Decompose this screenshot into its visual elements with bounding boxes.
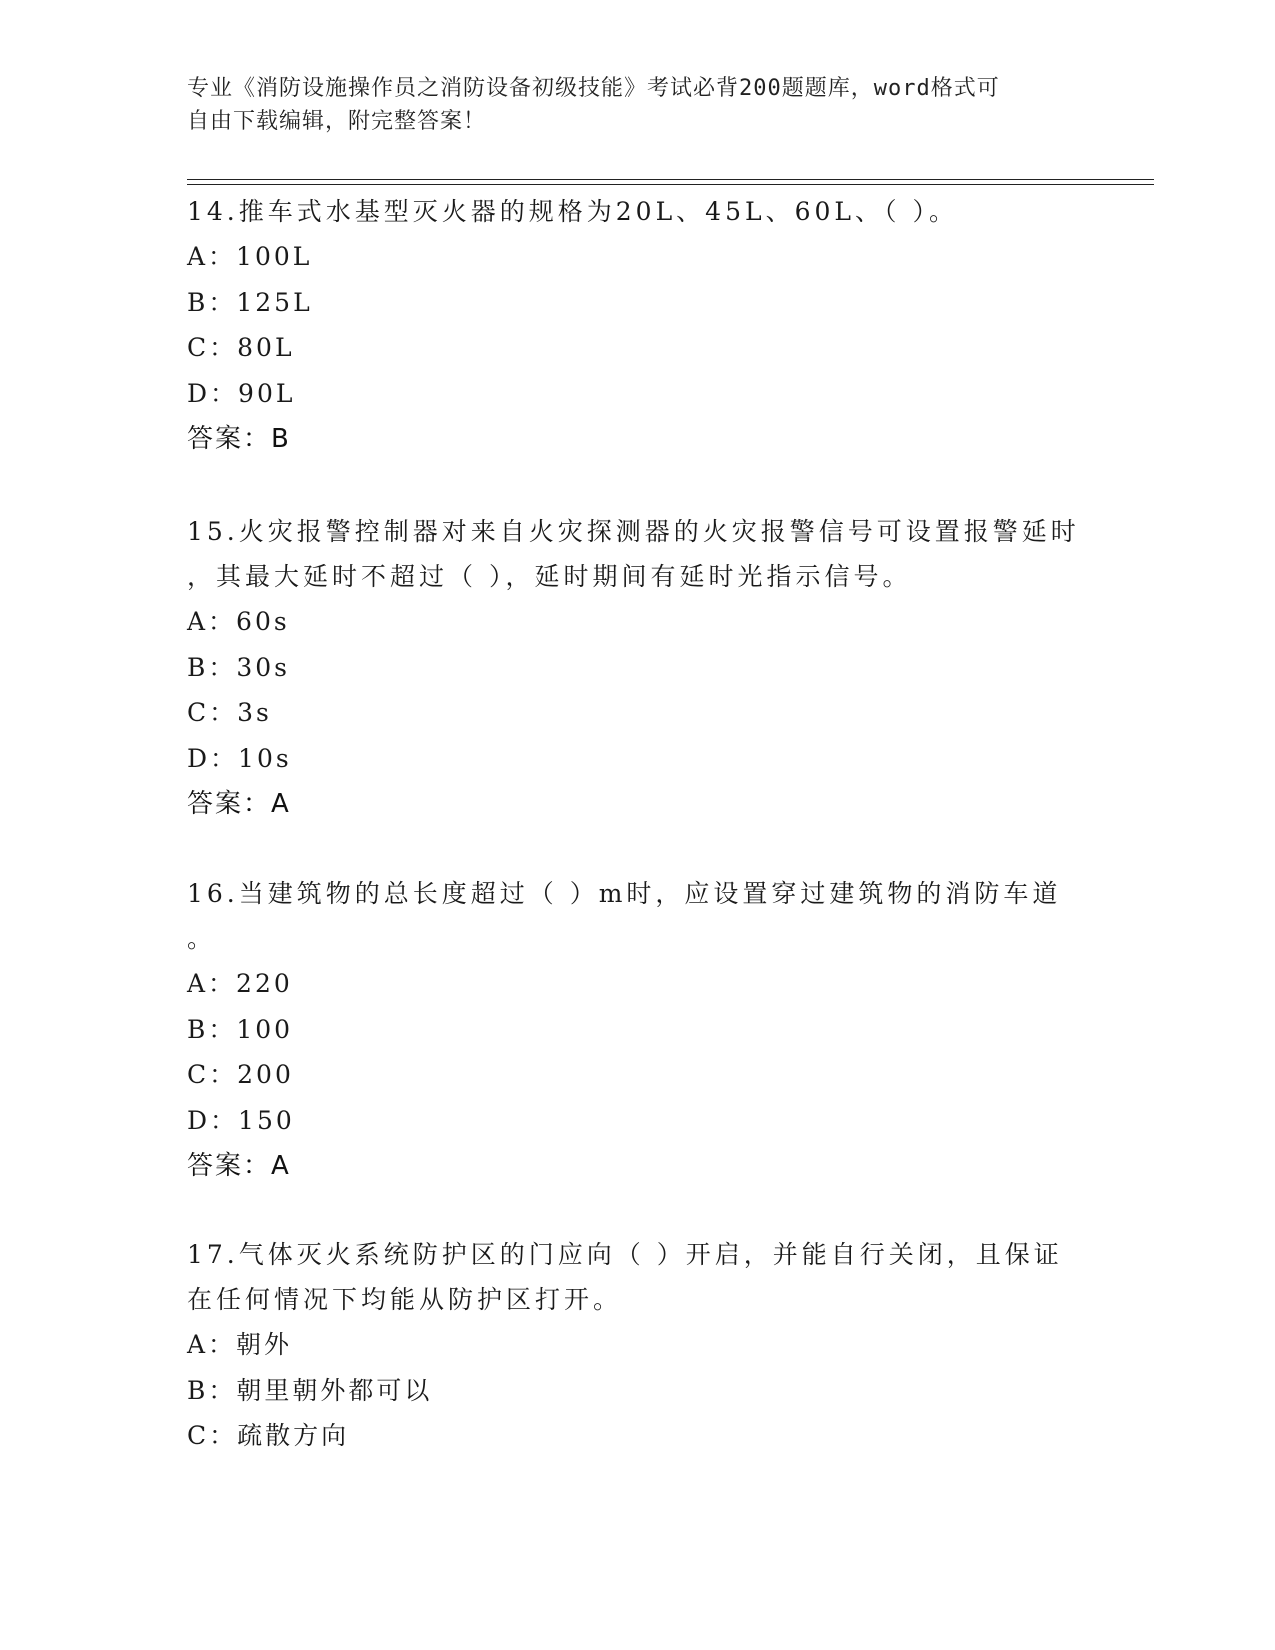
option-c: C：200	[187, 1060, 294, 1089]
question-17	[187, 1232, 1087, 1459]
option-a: A：朝外	[187, 1330, 293, 1359]
answer-label: 答案：A	[187, 789, 291, 819]
option-a: A：220	[187, 969, 293, 998]
header-line-2: 自由下载编辑，附完整答案！	[187, 109, 487, 134]
answer-label: 答案：A	[187, 1151, 291, 1181]
question-stem-continued: ，其最大延时不超过（ ），延时期间有延时光指示信号。	[187, 562, 912, 591]
document-header	[187, 72, 1067, 138]
header-line-1: 专业《消防设施操作员之消防设备初级技能》考试必背200题题库，word格式可	[187, 76, 1000, 101]
option-c: C：疏散方向	[187, 1421, 350, 1450]
question-stem: 14.推车式水基型灭火器的规格为20L、45L、60L、（ ）。	[187, 197, 958, 226]
option-b: B：125L	[187, 287, 313, 317]
header-divider-top	[187, 179, 1154, 180]
option-c: C：3s	[187, 698, 272, 727]
option-b: B：30s	[187, 652, 291, 682]
question-stem: 16.当建筑物的总长度超过（ ）m时，应设置穿过建筑物的消防车道	[187, 879, 1062, 908]
question-16	[187, 871, 1087, 1189]
question-14	[187, 189, 1087, 462]
option-d: D：10s	[187, 743, 292, 773]
option-a: A：100L	[187, 242, 313, 271]
header-divider-bottom	[187, 184, 1154, 185]
option-d: D：90L	[187, 378, 296, 408]
option-c: C：80L	[187, 333, 295, 362]
answer-label: 答案：B	[187, 424, 291, 454]
question-15	[187, 509, 1087, 827]
question-stem: 15.火灾报警控制器对来自火灾探测器的火灾报警信号可设置报警延时	[187, 517, 1080, 546]
question-stem-continued: 在任何情况下均能从防护区打开。	[187, 1285, 623, 1314]
question-stem-continued: 。	[187, 924, 217, 953]
option-d: D：150	[187, 1105, 295, 1135]
option-a: A：60s	[187, 607, 290, 636]
option-b: B：朝里朝外都可以	[187, 1375, 433, 1405]
option-b: B：100	[187, 1014, 294, 1044]
question-stem: 17.气体灭火系统防护区的门应向（ ）开启，并能自行关闭，且保证	[187, 1240, 1063, 1269]
